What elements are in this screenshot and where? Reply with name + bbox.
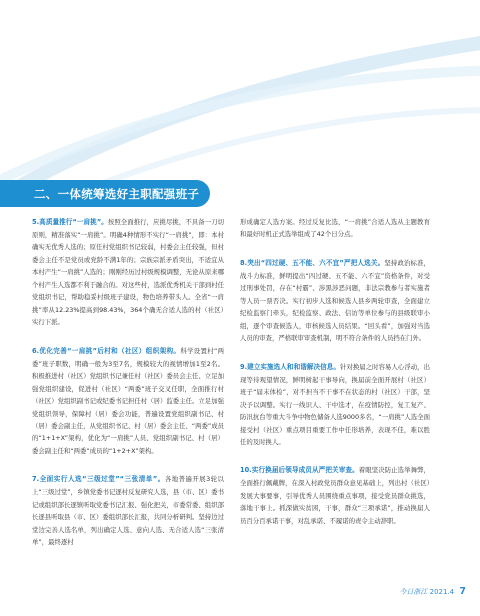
paragraph [32, 345, 224, 458]
paragraph [240, 361, 430, 449]
paragraph [32, 216, 224, 329]
section-banner [0, 180, 210, 207]
page-footer [399, 586, 466, 597]
right-column [240, 216, 430, 527]
section-title: 二、一体统筹选好主职配强班子 [34, 187, 200, 201]
paragraph-heading: 10.实行换届后领导成员从严把关审查。 [240, 466, 359, 475]
paragraph-heading: 6.优化完善“一肩挑”后村和（社区）组织架构。 [32, 346, 181, 355]
page-number: 7 [459, 586, 466, 597]
issue-label: 2021.4 [429, 588, 455, 596]
paragraph-heading: 5.高质量推行“一肩挑”。 [32, 218, 108, 226]
paragraph-heading: 9.建立实施选人和和谐解决信息。 [240, 362, 341, 371]
paragraph [240, 216, 430, 241]
paragraph-body: 按照全面推行，应挑尽挑，不具备一刀切原则，精准落实“一肩挑”。明确4种情形不实行“一肩挑”，即：本村确实无优秀人选的；原任村党组织书记较弱，村委会主任较强，但村委会主任不是党员或党龄不满1年的；宗族宗派矛盾突出，不适宜从本村产生“一肩挑”人选的；刚刚经历过村级规模调整，无论从原来哪个村产生人选都不利于融合的。对这些村，选派优秀机关干部到村任党组织书记，帮助稳妥村级班子建设，物色培养带头人。全省“一肩挑”率从12.23%提高到98.43%，364个确无合适人选的村（社区）实行下派。 [32, 218, 224, 327]
left-column [32, 216, 224, 549]
paragraph-body: 形成确定人选方案。经过反复比选，“一肩挑”合适人选从主题教育和最好时机正式选举组成了42个日分点。 [240, 218, 430, 239]
paragraph [32, 473, 224, 548]
paragraph-body: 坚持政治标准，战斗力标准，鲜明提出“四过硬、五不能、六不宜”资格条件，对受过刑事处罚，存在“村霸”、涉黑涉恶问题，非法宗教参与者实施者等人员一票否决。实行初步人选和候选人县乡两轮审查，全面建立纪检监察门牵头，纪检监察、政法、信访等单位参与的县级联审小组，逐个审查候选人，审核候选人员结果。“回头看”，加强对当选人员的审查，严格联审审查机制，明不符合条件的人员挡在门外。 [240, 258, 430, 343]
paragraph-heading: 8.突出“四过硬、五不能、六不宜”严把人选关。 [240, 258, 385, 267]
paragraph-heading: 7.全面实行人选“三级过堂”“三张清单”。 [32, 475, 165, 484]
paragraph-body: 着眼坚决防止选举舞弊，全面推行佩戴牌，在深入村政党员群众意见基础上，列出村（社区）发展大事要事，引导优秀人员围绕重点事项，接受党员群众挑选，落地干事上。抓深做实贫困，干事，群众“三项承诺”，推动换届人员百分百承诺干事，对乱承诺、不履诺的责令主动辞职。 [240, 466, 430, 525]
paragraph-body: 科学设置村“两委”班子职数，明确一般为3至7名，规模较大的视情增加1至2名。积极推进村（社区）党组织书记兼任村（社区）委员会主任、立足加强党组织建设，促进村（社区）“两委”班子交叉任职，全面推行村（社区）党组织副书记或纪委书记担任村（居）监委主任。立足加强党组织领导，保障村（居）委会功能，普遍设置党组织副书记、村（居）委会副主任，从党组织书记、村（居）委会主任、“两委”成员的“1+1+X”架构，优化为“一肩挑”人员、党组织副书记、村（居）委会副主任和“两委”成员的“1+2+X”架构。 [32, 346, 225, 455]
paragraph-body: 针对换届之时容易人心浮动，出现等待观望情况，鲜明树起干事导向，换届前全面开展村（社区）班子“届末体检”，对不担当不干事不在状态的村（社区）干部，坚决予以调整。实行一线识人、干中选才，在疫情防控，复工复产、防汛抗台等重大斗争中物色储备人选9000多名，“一肩挑”人选全面接受村（社区）重点项目重要工作中任形培养，表现不佳，难以胜任的及时换人。 [240, 362, 431, 446]
paragraph [240, 464, 430, 527]
paragraph-body: 各地普遍开展3轮以上“三级过堂”，乡镇党委书记逐村反复研究人选，县（市、区）委书记或组织部长逐镇听取党委书记汇报、强化把关，市委常委、组织部长逐县听取县（市、区）委组织部长汇报，共同分析研判。坚持边过堂边完善人选名单，列出确定人选、意向人选、无合适人选“三张清单”，最终逐村 [32, 475, 224, 547]
magazine-name: 今日浙江 [399, 588, 428, 596]
paragraph [240, 257, 430, 345]
